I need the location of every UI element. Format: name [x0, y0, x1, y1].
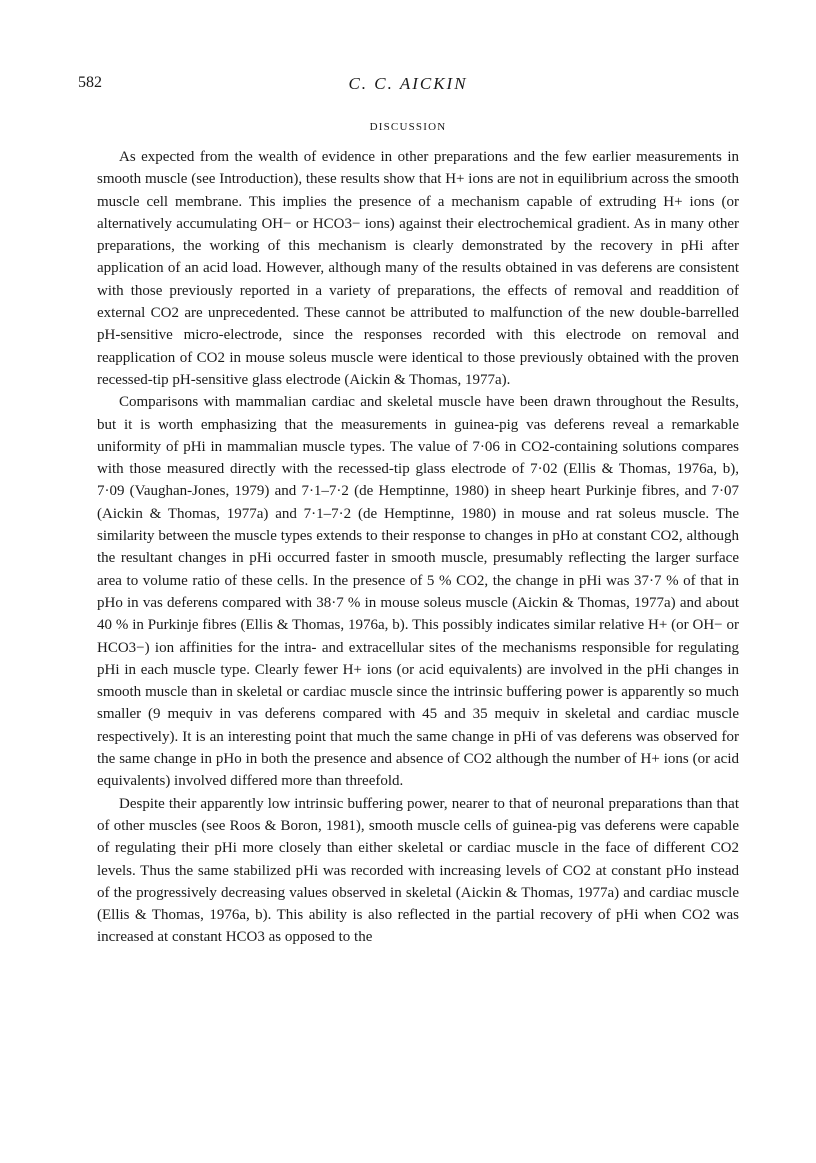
body-text: [97, 146, 739, 949]
paragraph-2: Comparisons with mammalian cardiac and skeletal muscle have been drawn throughout the Results, but it is worth emphasizing that the measurements in guinea-pig vas deferens reveal a remarkable uniformity of pHi in mammalian muscle types. The value of 7·06 in CO2-containing solutions compares with those measured directly with the recessed-tip glass electrode of 7·02 (Ellis & Thomas, 1976a, b), 7·09 (Vaughan-Jones, 1979) and 7·1–7·2 (de Hemptinne, 1980) in sheep heart Purkinje fibres, and 7·07 (Aickin & Thomas, 1977a) and 7·1–7·2 (de Hemptinne, 1980) in mouse and rat soleus muscle. The similarity between the muscle types extends to their response to changes in pHo at constant CO2, although the resultant changes in pHi occurred faster in smooth muscle, presumably reflecting the larger surface area to volume ratio of these cells. In the presence of 5 % CO2, the change in pHi was 37·7 % of that in pHo in vas deferens compared with 38·7 % in mouse soleus muscle (Aickin & Thomas, 1977a) and about 40 % in Purkinje fibres (Ellis & Thomas, 1976a, b). This possibly indicates similar relative H+ (or OH− or HCO3−) ion affinities for the intra- and extracellular sites of the mechanisms responsible for regulating pHi in each muscle type. Clearly fewer H+ ions (or acid equivalents) are involved in the pHi changes in smooth muscle than in skeletal or cardiac muscle since the intrinsic buffering power is apparently so much smaller (9 mequiv in vas deferens compared with 45 and 35 mequiv in skeletal and cardiac muscle respectively). It is an interesting point that much the same change in pHi of vas deferens was observed for the same change in pHo in both the presence and absence of CO2 although the number of H+ ions (or acid equivalents) involved differed more than threefold.: [97, 394, 739, 790]
paragraph-1: As expected from the wealth of evidence in other preparations and the few earlier measurements in smooth muscle (see Introduction), these results show that H+ ions are not in equilibrium across the smooth muscle cell membrane. This implies the presence of a mechanism capable of extruding H+ ions (or alternatively accumulating OH− or HCO3− ions) against their electrochemical gradient. As in many other preparations, the working of this mechanism is clearly demonstrated by the recovery in pHi after application of an acid load. However, although many of the results obtained in vas deferens are consistent with those previously reported in a variety of preparations, the effects of removal and readdition of external CO2 are unprecedented. These cannot be attributed to malfunction of the new double-barrelled pH-sensitive micro-electrode, since the responses recorded with this electrode on removal and reapplication of CO2 in mouse soleus muscle were identical to those previously obtained with the proven recessed-tip pH-sensitive glass electrode (Aickin & Thomas, 1977a).: [97, 149, 739, 388]
section-heading: DISCUSSION: [369, 121, 447, 133]
page-number: 582: [78, 74, 102, 91]
paragraph-3: Despite their apparently low intrinsic buffering power, nearer to that of neuronal preparations than that of other muscles (see Roos & Boron, 1981), smooth muscle cells of guinea-pig vas deferens were capable of regulating their pHi more closely than either skeletal or cardiac muscle in the face of different CO2 levels. Thus the same stabilized pHi was recorded with increasing levels of CO2 at constant pHo instead of the progressively decreasing values observed in skeletal (Aickin & Thomas, 1977a) and cardiac muscle (Ellis & Thomas, 1976a, b). This ability is also reflected in the partial recovery of pHi when CO2 was increased at constant HCO3 as opposed to the: [97, 795, 739, 946]
page-header: [78, 74, 738, 100]
running-head-author: C. C. AICKIN: [348, 74, 468, 93]
